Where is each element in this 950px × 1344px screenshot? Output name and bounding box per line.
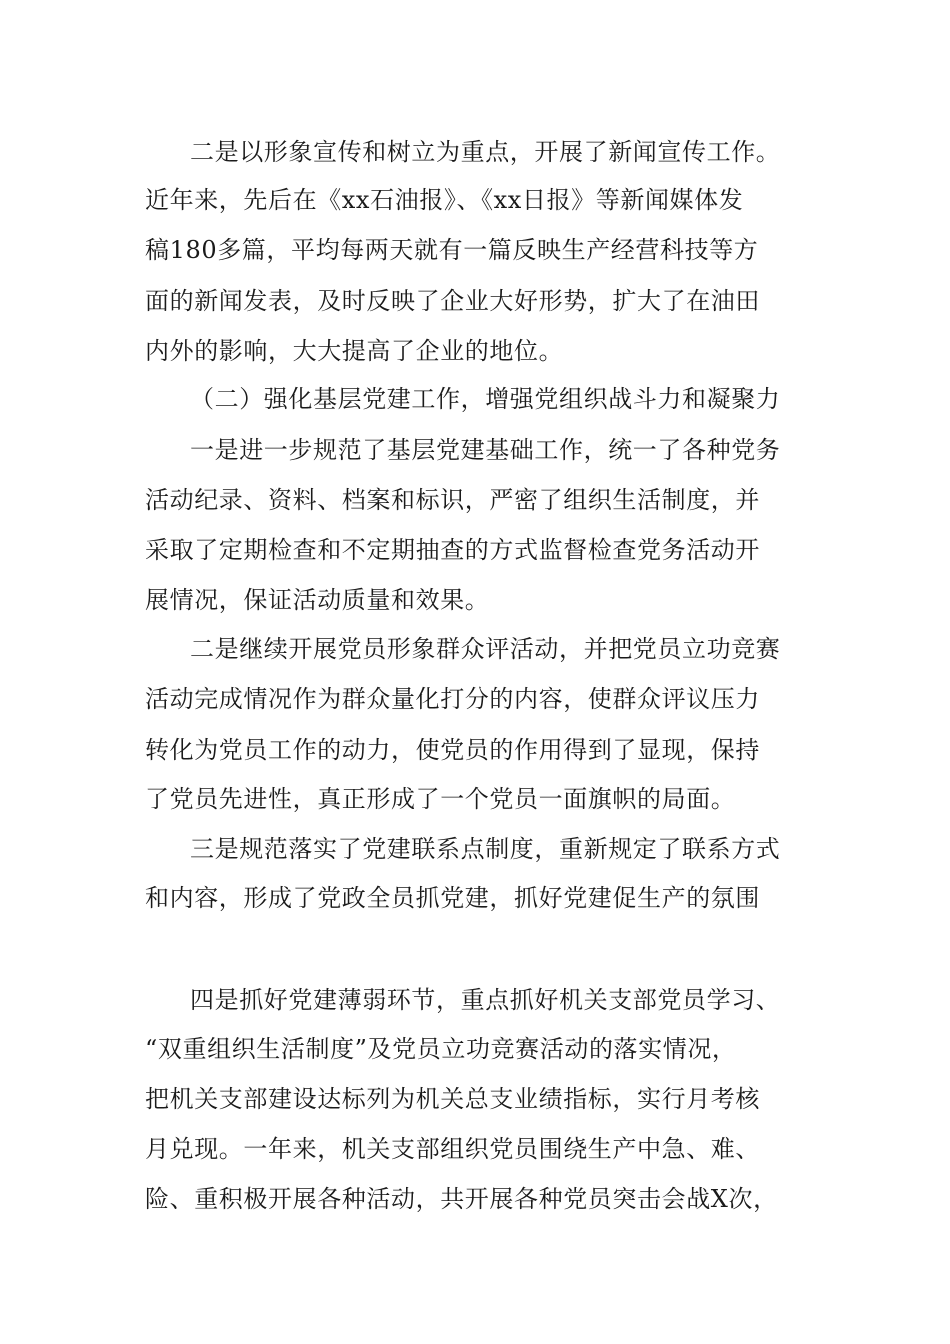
paragraph-5-line-4: 月兑现。一年来，机关支部组织党员围绕生产中急、难、 — [145, 1135, 760, 1163]
paragraph-1-line-2: 近年来，先后在《xx石油报》、《xx日报》等新闻媒体发 — [145, 186, 744, 214]
paragraph-1-line-4: 面的新闻发表，及时反映了企业大好形势，扩大了在油田 — [145, 287, 760, 315]
paragraph-1-line-3: 稿180多篇，平均每两天就有一篇反映生产经营科技等方 — [145, 236, 759, 264]
section-heading: （二）强化基层党建工作，增强党组织战斗力和凝聚力 — [190, 385, 781, 413]
paragraph-2-line-4: 展情况，保证活动质量和效果。 — [145, 586, 490, 614]
paragraph-5-line-5: 险、重积极开展各种活动，共开展各种党员突击会战X次， — [145, 1185, 778, 1213]
paragraph-2-line-1: 一是进一步规范了基层党建基础工作，统一了各种党务 — [190, 436, 781, 464]
paragraph-1-line-5: 内外的影响，大大提高了企业的地位。 — [145, 337, 564, 365]
paragraph-2-line-2: 活动纪录、资料、档案和标识，严密了组织生活制度，并 — [145, 486, 760, 514]
paragraph-5-line-3: 把机关支部建设达标列为机关总支业绩指标，实行月考核 — [145, 1085, 760, 1113]
paragraph-3-line-2: 活动完成情况作为群众量化打分的内容，使群众评议压力 — [145, 685, 760, 713]
paragraph-3-line-1: 二是继续开展党员形象群众评活动，并把党员立功竞赛 — [190, 635, 781, 663]
paragraph-3-line-3: 转化为党员工作的动力，使党员的作用得到了显现，保持 — [145, 736, 760, 764]
paragraph-3-line-4: 了党员先进性，真正形成了一个党员一面旗帜的局面。 — [145, 785, 736, 813]
paragraph-5-line-2: “双重组织生活制度”及党员立功竞赛活动的落实情况， — [145, 1035, 737, 1063]
paragraph-1-line-1: 二是以形象宣传和树立为重点，开展了新闻宣传工作。 — [190, 138, 781, 166]
paragraph-2-line-3: 采取了定期检查和不定期抽查的方式监督检查党务活动开 — [145, 536, 760, 564]
paragraph-4-line-1: 三是规范落实了党建联系点制度，重新规定了联系方式 — [190, 835, 781, 863]
paragraph-4-line-2: 和内容，形成了党政全员抓党建，抓好党建促生产的氛围 — [145, 884, 760, 912]
paragraph-5-line-1: 四是抓好党建薄弱环节，重点抓好机关支部党员学习、 — [190, 986, 781, 1014]
